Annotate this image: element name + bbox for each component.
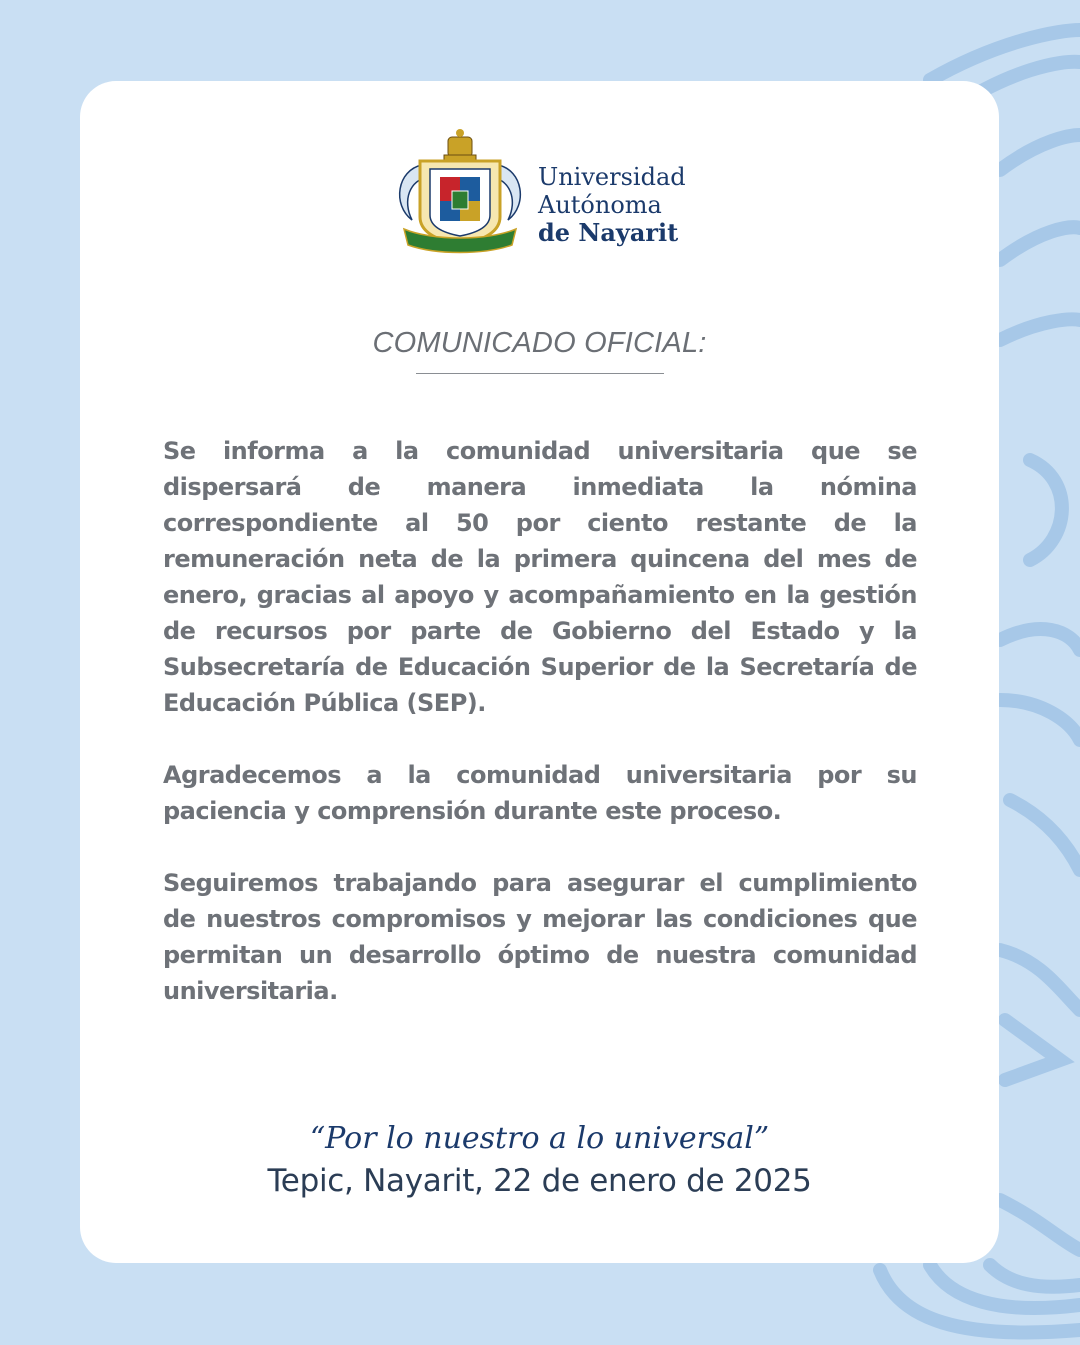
logo-line-1: Universidad: [538, 163, 686, 191]
university-crest-icon: [392, 125, 528, 261]
title-underline: [416, 373, 664, 374]
university-motto: “Por lo nuestro a lo universal”: [309, 1121, 770, 1156]
university-name: [538, 163, 686, 247]
communique-card: [80, 81, 999, 1263]
paragraph-3: Seguiremos trabajando para asegurar el cumplimiento de nuestros compromisos y mejorar las condiciones que permitan un desarrollo óptimo de nuestra comunidad universitaria.: [163, 869, 917, 1005]
page-title: COMUNICADO OFICIAL:: [372, 327, 707, 359]
place-and-date: Tepic, Nayarit, 22 de enero de 2025: [267, 1163, 812, 1199]
paragraph-2: Agradecemos a la comunidad universitaria por su paciencia y comprensión durante este proceso.: [163, 761, 917, 825]
paragraph-1: Se informa a la comunidad universitaria que se dispersará de manera inmediata la nómina correspondiente al 50 por ciento restante de la remuneración neta de la primera quincena del mes de enero, gracias al apoyo y acompañamiento en la gestión de recursos por parte de Gobierno del Estado y la Subsecretaría de Educación Superior de la Secretaría de Educación Pública (SEP).: [163, 437, 917, 717]
university-logo: [392, 125, 692, 265]
logo-line-3: de Nayarit: [538, 218, 679, 247]
logo-line-2: Autónoma: [538, 191, 662, 219]
communique-body: [163, 433, 917, 1045]
